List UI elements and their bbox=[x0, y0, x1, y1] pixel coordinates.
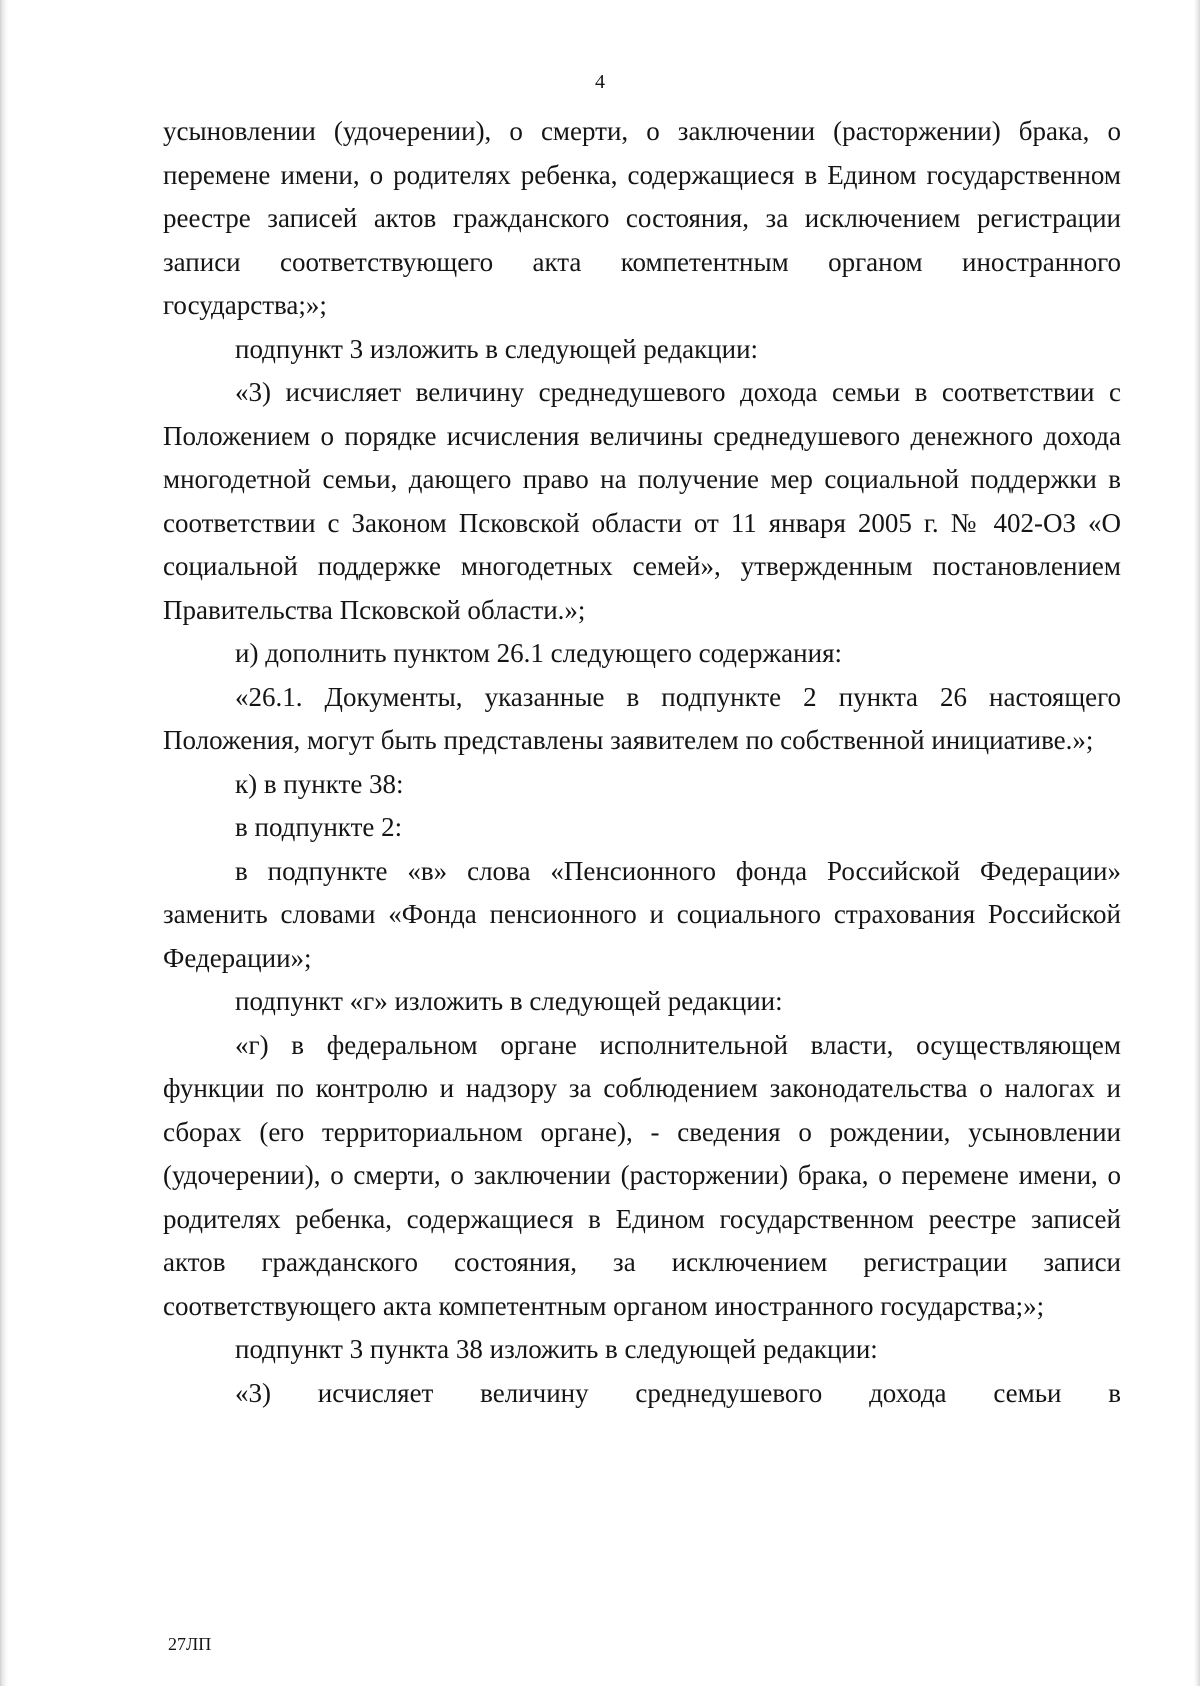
scan-edge-left bbox=[0, 0, 8, 1686]
paragraph: «3) исчисляет величину среднедушевого дохода семьи в bbox=[235, 1377, 1121, 1408]
document-code: 27ЛП bbox=[168, 1634, 212, 1654]
paragraph: усыновлении (удочерении), о смерти, о заключении (расторжении) брака, о перемене имени, о родителях ребенка, содержащиеся в Едином государственном реестре записей актов гражданского состояния, за исключением регистрации записи соответствующего акта компетентным органом иностранного государства;»; bbox=[163, 116, 1121, 320]
paragraph: к) в пункте 38: bbox=[235, 768, 404, 799]
page-number: 4 bbox=[595, 71, 605, 93]
paragraph: подпункт 3 изложить в следующей редакции: bbox=[235, 333, 759, 364]
document-body bbox=[163, 110, 1121, 1415]
paragraph: «3) исчисляет величину среднедушевого дохода семьи в соответствии с Положением о порядке исчисления величины среднедушевого денежного дохода многодетной семьи, дающего право на получение мер социальной поддержки в соответствии с Законом Псковской области от 11 января 2005 г. № 402-ОЗ «О социальной поддержке многодетных семей», утвержденным постановлением Правительства Псковской области.»; bbox=[163, 377, 1121, 625]
paragraph: в подпункте 2: bbox=[235, 812, 403, 842]
scan-edge-right bbox=[1194, 0, 1200, 1686]
paragraph: «г) в федеральном органе исполнительной власти, осуществляющем функции по контролю и надзору за соблюдением законодательства о налогах и сборах (его территориальном органе), - сведения о рождении, усыновлении (удочерении), о смерти, о заключении (расторжении) брака, о перемене имени, о родителях ребенка, содержащиеся в Едином государственном реестре записей актов гражданского состояния, за исключением регистрации записи соответствующего акта компетентным органом иностранного государства;»; bbox=[163, 1029, 1121, 1321]
paragraph: в подпункте «в» слова «Пенсионного фонда Российской Федерации» заменить словами «Фонда пенсионного и социального страхования Российской Федерации»; bbox=[163, 855, 1121, 973]
paragraph: и) дополнить пунктом 26.1 следующего содержания: bbox=[235, 638, 842, 668]
paragraph: «26.1. Документы, указанные в подпункте 2 пункта 26 настоящего Положения, могут быть представлены заявителем по собственной инициативе.»; bbox=[163, 681, 1121, 755]
paragraph: подпункт 3 пункта 38 изложить в следующей редакции: bbox=[235, 1334, 878, 1364]
paragraph: подпункт «г» изложить в следующей редакции: bbox=[235, 986, 783, 1016]
